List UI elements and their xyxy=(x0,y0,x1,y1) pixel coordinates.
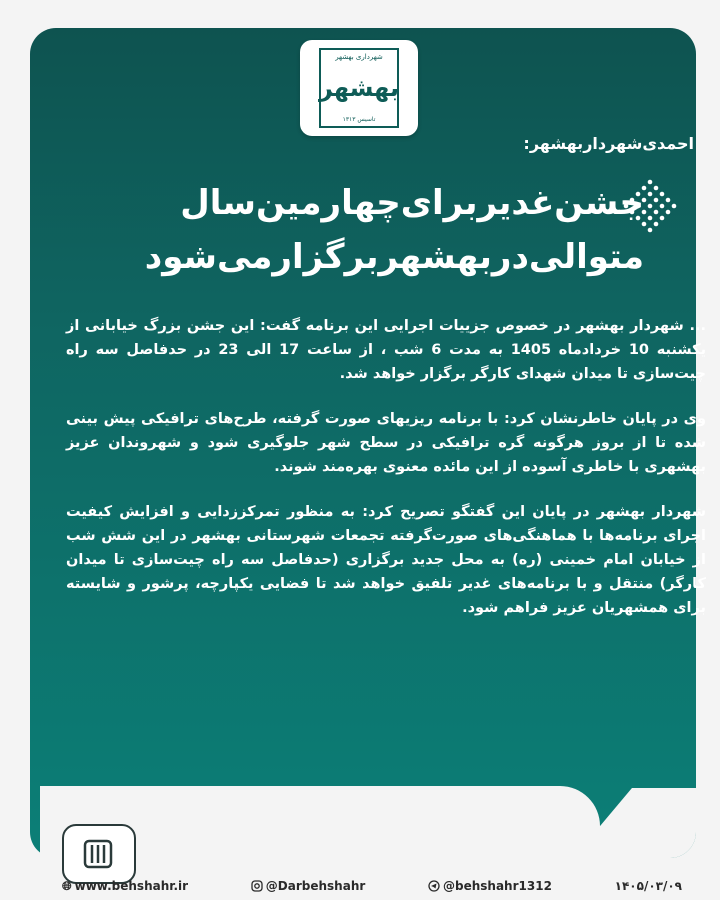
paragraph: وی در پایان خاطرنشان کرد: با برنامه ریزیهای صورت گرفته، طرح‌های ترافیکی پیش بینی شده تا از بروز هرگونه گره ترافیکی در سطح شهر جلوگیری شود و شهروندان عزیز بهشهری با خاطری آسوده از این مائده معنوی بهره‌مند شوند. xyxy=(66,411,706,475)
instagram-link[interactable] xyxy=(251,879,366,893)
globe-icon: 🌐︎ xyxy=(62,878,72,893)
headline: جشن‌غدیربرای‌چهارمین‌سال متوالی‌دربهشهربرگزارمی‌شود xyxy=(144,183,644,277)
document-icon xyxy=(62,824,136,884)
paragraph: ... شهردار بهشهر در خصوص جزییات اجرایی این برنامه گفت: این جشن بزرگ خیابانی از یکشنبه 10 خردادماه 1405 به مدت 6 شب ، از ساعت 17 الی 23 در حدفاصل سه راه چیت‌سازی تا میدان شهدای کارگر برگزار خواهد شد. xyxy=(66,318,707,382)
date xyxy=(615,879,682,893)
kicker: احمدی‌شهرداربهشهر: xyxy=(523,134,694,153)
telegram-link[interactable] xyxy=(428,879,552,893)
telegram-icon xyxy=(428,880,440,892)
instagram-handle: @Darbehshahr xyxy=(265,879,366,893)
footer xyxy=(62,878,682,894)
website-text: www.behshahr.ir xyxy=(74,879,189,893)
date-text: ۱۴۰۵/۰۳/۰۹ xyxy=(614,879,682,893)
logo-top-text: شهرداری بهشهر xyxy=(335,53,383,61)
logo-mark: بهشهر xyxy=(318,74,400,102)
logo-bottom-text: تاسیس ۱۳۱۳ xyxy=(342,116,376,123)
logo xyxy=(300,40,418,136)
telegram-handle: @behshahr1312 xyxy=(443,879,552,893)
logo-frame xyxy=(319,48,399,128)
website-link[interactable] xyxy=(62,879,188,894)
document-glyph-icon xyxy=(81,837,117,871)
article-body xyxy=(66,314,706,641)
paragraph: شهردار بهشهر در پایان این گفتگو تصریح کرد: به منظور تمرکززدایی و افزایش کیفیت اجرای برنامه‌ها با هماهنگی‌های صورت‌گرفته تجمعات شهرستانی بهشهر در این شش شب از خیابان امام خمینی (ره) به محل جدید برگزاری (حدفاصل سه راه چیت‌سازی تا میدان کارگر) منتقل و با برنامه‌های غدیر تلفیق خواهد شد تا فضایی یکپارچه، پرشور و شایسته برای همشهریان عزیز فراهم شود. xyxy=(66,504,706,616)
instagram-icon xyxy=(251,880,263,892)
